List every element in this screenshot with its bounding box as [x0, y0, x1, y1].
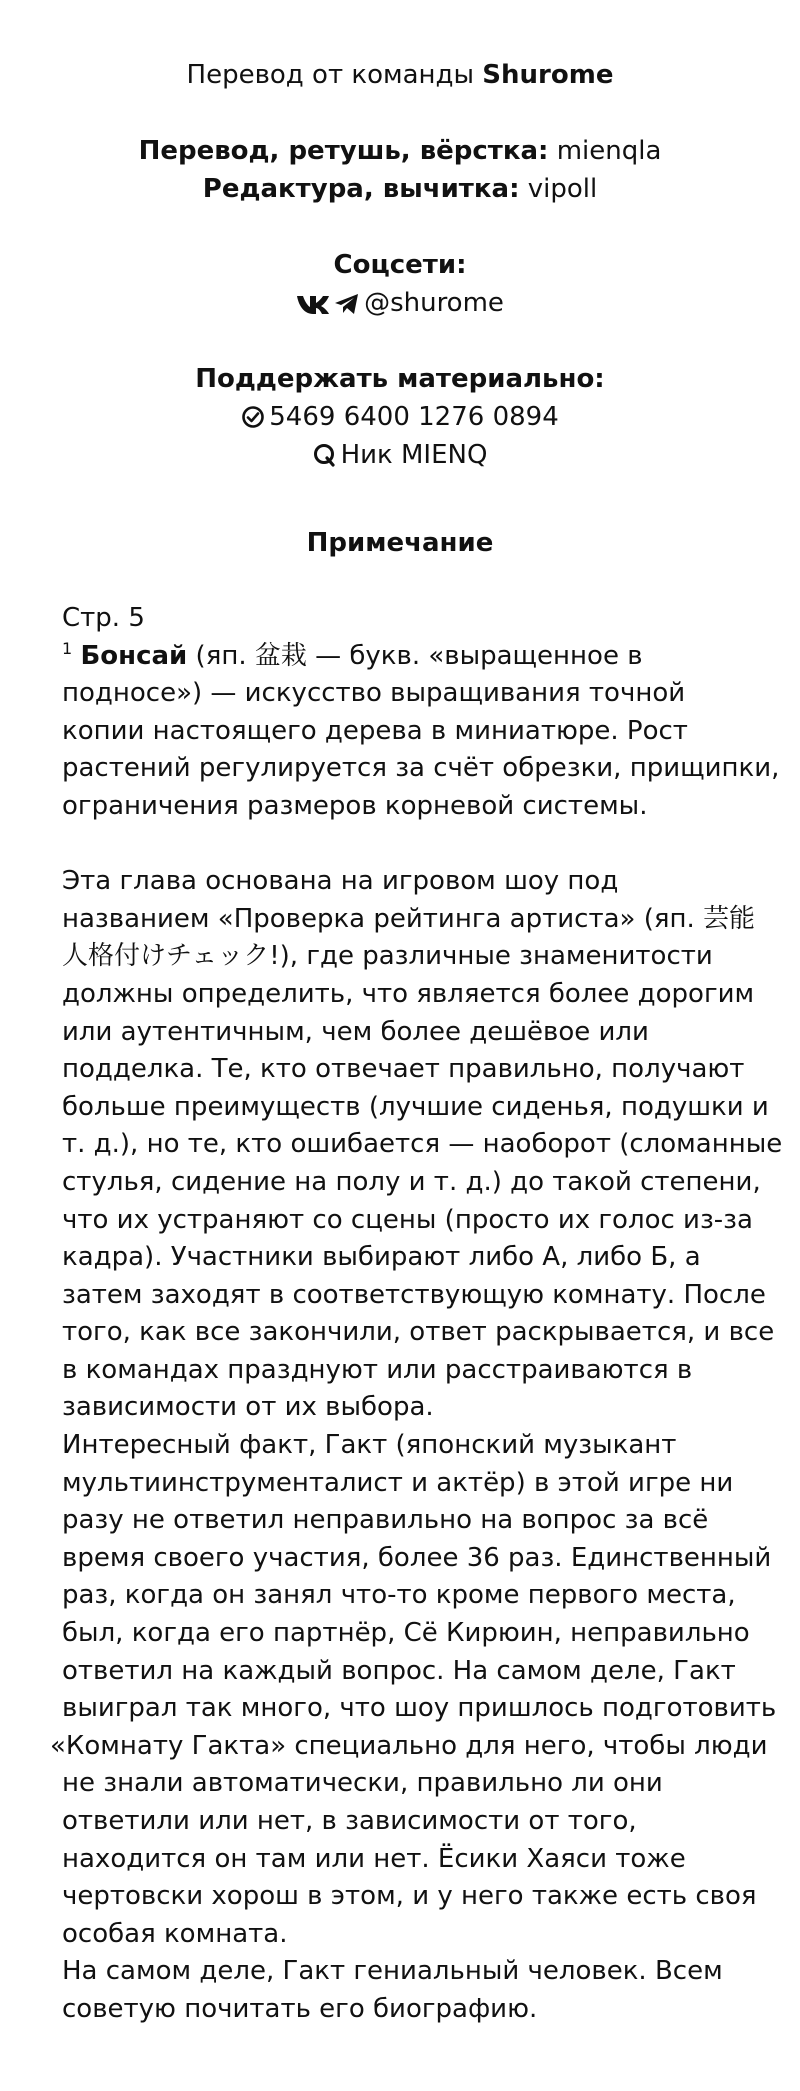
- footnote-text-line: ограничения размеров корневой системы.: [62, 790, 648, 821]
- card-row: [0, 398, 800, 436]
- text-line: кадра). Участники выбирают либо А, либо Б, а: [62, 1242, 701, 1273]
- page-reference: Стр. 5: [62, 603, 145, 633]
- social-handle[interactable]: @shurome: [364, 288, 504, 318]
- footnote-text-line: растений регулируется за счёт обрезки, прищипки,: [62, 753, 780, 784]
- social-row: [0, 284, 800, 322]
- translation-value: mienqla: [548, 136, 662, 166]
- qiwi-nick[interactable]: Ник MIENQ: [340, 440, 488, 470]
- footnote-line: [62, 638, 782, 676]
- text-line: раз, когда он занял что-то кроме первого места,: [62, 1580, 736, 1611]
- text-line: названием «Проверка рейтинга артиста» (яп. 芸能: [62, 903, 756, 934]
- text-line: ответили или нет, в зависимости от того,: [62, 1806, 637, 1836]
- text-line: Эта глава основана на игровом шоу под: [62, 866, 619, 897]
- text-line: находится он там или нет. Ёсики Хаяси тоже: [62, 1843, 686, 1874]
- team-title-prefix: Перевод от команды: [186, 60, 483, 90]
- text-line: ответил на каждый вопрос. На самом деле, Гакт: [62, 1655, 736, 1686]
- footnote-mark: 1: [62, 638, 73, 658]
- text-line: что их устраняют со сцены (просто их голос из-за: [62, 1204, 753, 1235]
- footnote-text-line: подносе») — искусство выращивания точной: [62, 678, 686, 709]
- text-line: выиграл так много, что шоу пришлось подготовить: [62, 1693, 777, 1724]
- text-line: больше преимуществ (лучшие сиденья, подушки и: [62, 1091, 769, 1122]
- support-title: Поддержать материально:: [195, 364, 605, 394]
- footnote-text-line: копии настоящего дерева в миниатюре. Рост: [62, 715, 688, 746]
- check-circle-icon: [241, 405, 265, 429]
- text-line: 人格付けチェック!), где различные знаменитости: [62, 941, 713, 972]
- text-line: того, как все закончили, ответ раскрывается, и все: [62, 1317, 775, 1348]
- translation-label: Перевод, ретушь, вёрстка:: [138, 136, 549, 166]
- vk-icon[interactable]: [296, 293, 330, 315]
- team-title: [0, 56, 800, 94]
- text-line: разу не ответил неправильно на вопрос за всё: [62, 1505, 709, 1536]
- editing-label: Редактура, вычитка:: [202, 174, 520, 204]
- text-line: «Комнату Гакта» специально для него, чтобы люди: [50, 1730, 768, 1761]
- note-title: Примечание: [306, 528, 494, 558]
- qiwi-row: [0, 436, 800, 474]
- qiwi-icon: [313, 443, 337, 467]
- footnote-text-line: (яп. 盆栽 — букв. «выращенное в: [187, 640, 643, 671]
- text-line: мультиинструменталист и актёр) в этой игре ни: [62, 1467, 734, 1498]
- translation-credit: [0, 132, 800, 170]
- text-line: подделка. Те, кто отвечает правильно, получают: [62, 1054, 745, 1085]
- text-line: был, когда его партнёр, Сё Кирюин, неправильно: [62, 1618, 750, 1649]
- credits-block: [0, 56, 800, 474]
- text-line: Интересный факт, Гакт (японский музыкант: [62, 1430, 677, 1461]
- editing-credit: [0, 170, 800, 208]
- text-line: затем заходят в соответствующую комнату. После: [62, 1279, 766, 1310]
- show-description: [50, 863, 783, 2028]
- text-line: стулья, сидение на полу и т. д.) до такой степени,: [62, 1166, 761, 1197]
- text-line: т. д.), но те, кто ошибается — наоборот (сломанные: [62, 1129, 783, 1160]
- text-line: зависимости от их выбора.: [62, 1392, 434, 1423]
- card-number[interactable]: 5469 6400 1276 0894: [269, 402, 559, 432]
- social-title: Соцсети:: [333, 250, 467, 280]
- notes-body: [50, 600, 783, 2029]
- text-line: время своего участия, более 36 раз. Единственный: [62, 1542, 772, 1573]
- team-name: Shurome: [482, 60, 614, 90]
- text-line: или аутентичным, чем более дешёвое или: [62, 1016, 649, 1047]
- text-line: в командах празднуют или расстраиваются в: [62, 1354, 693, 1385]
- text-line: особая комната.: [62, 1918, 288, 1949]
- telegram-icon[interactable]: [334, 293, 360, 315]
- text-line: На самом деле, Гакт гениальный человек. Всем: [62, 1956, 723, 1987]
- text-line: советую почитать его биографию.: [62, 1993, 538, 2024]
- text-line: чертовски хорош в этом, и у него также есть своя: [62, 1881, 757, 1912]
- footnote-term: Бонсай: [80, 640, 188, 671]
- text-line: не знали автоматически, правильно ли они: [62, 1768, 663, 1799]
- editing-value: vipoll: [519, 174, 598, 204]
- text-line: должны определить, что является более дорогим: [62, 978, 755, 1009]
